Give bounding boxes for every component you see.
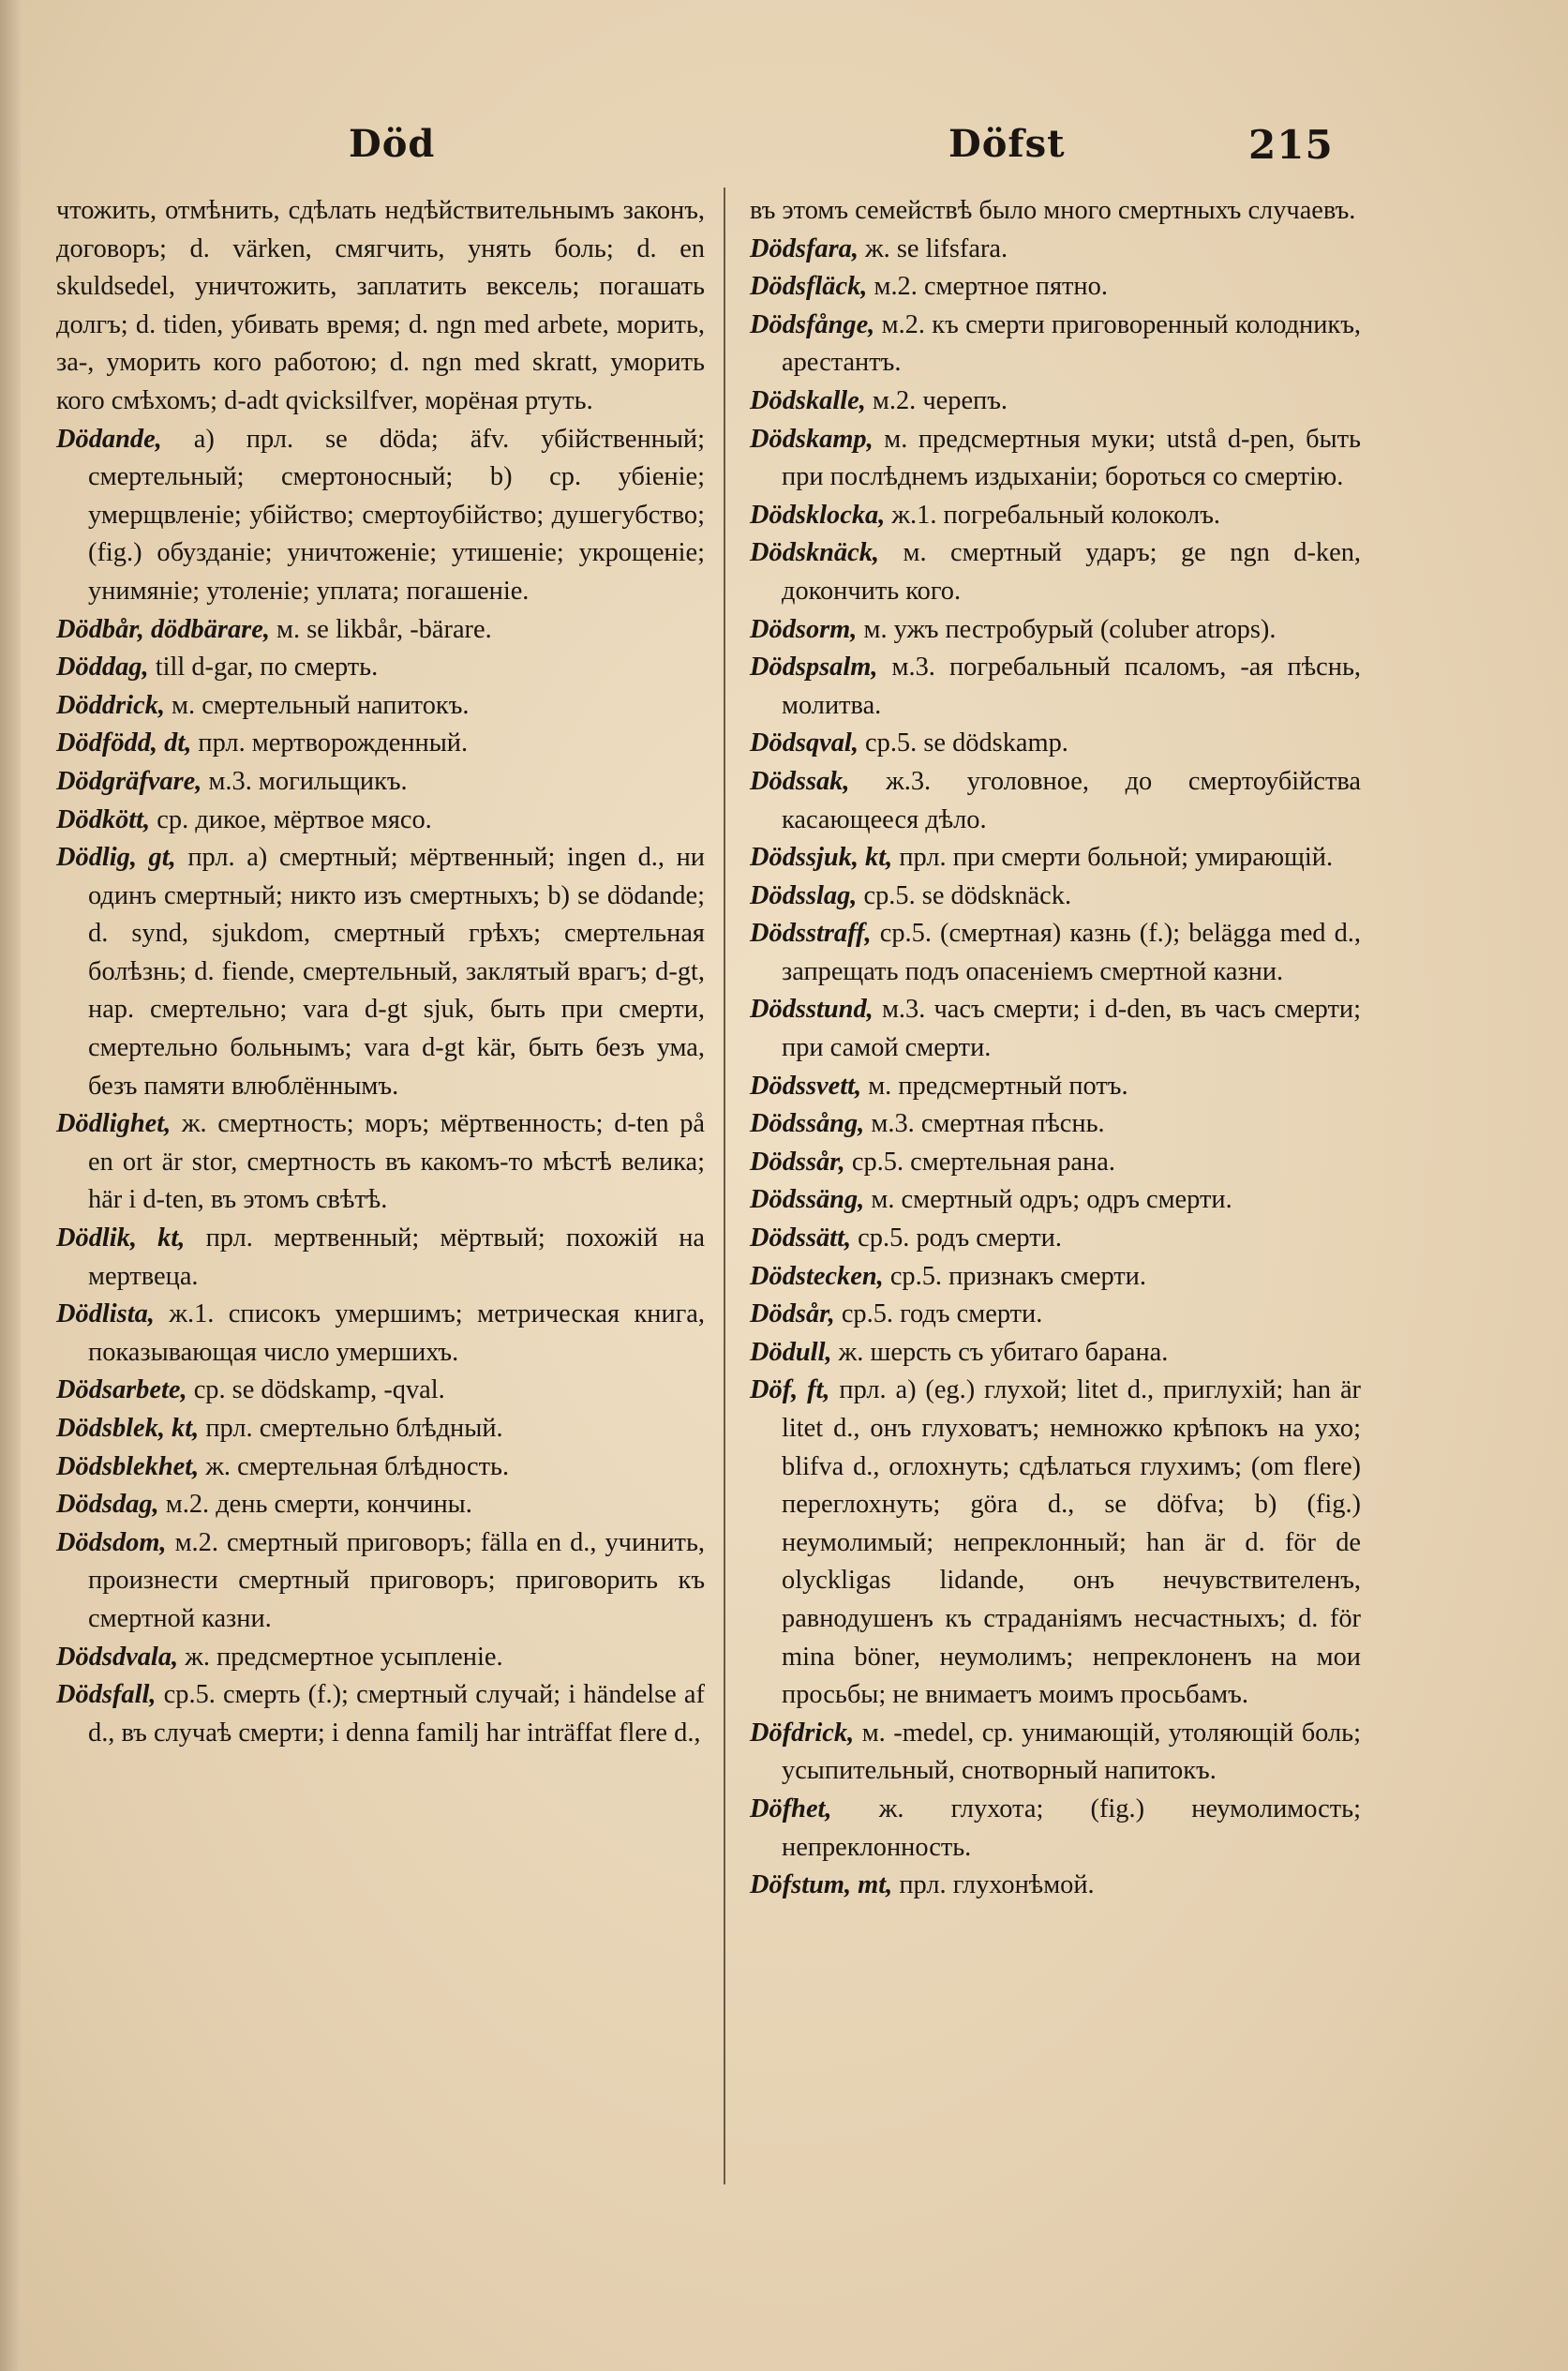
entry-definition: ж. глухота; (fig.) неумолимость; непреклонность. xyxy=(782,1793,1361,1862)
dictionary-entry xyxy=(56,839,705,1105)
entry-definition: м. предсмертныя муки; utstå d-pen, быть при послѣднемъ издыханіи; бороться со смертію. xyxy=(782,424,1361,492)
entry-definition: чтожить, отмѣнить, сдѣлать недѣйствительнымъ законъ, договоръ; d. värken, смягчить, унять боль; d. en skuldsedel, уничтожить, заплатить вексель; погашать долгъ; d. tiden, убивать время; d. ngn med arbete, морить, за-, уморить кого работою; d. ngn med skratt, уморить кого смѣхомъ; d-adt qvicksilfver, морёная ртуть. xyxy=(56,196,705,415)
entry-headword: Dödssvett, xyxy=(750,1071,862,1101)
entry-headword: Dödgräfvare, xyxy=(56,766,202,796)
column-divider xyxy=(724,188,725,2184)
dictionary-entry xyxy=(750,1181,1361,1220)
dictionary-entry xyxy=(750,1296,1361,1334)
dictionary-entry xyxy=(750,725,1361,763)
entry-headword: Dödsår, xyxy=(750,1299,835,1329)
dictionary-entry xyxy=(56,192,705,421)
entry-definition: м.3. погребальный псаломъ, -ая пѣснь, молитва. xyxy=(782,653,1361,720)
entry-definition: прл. a) (eg.) глухой; litet d., приглухій; han är litet d., онъ глуховатъ; немножко крѣпокъ на ухо; blifva d., оглохнуть; сдѣлаться глухимъ; (om flere) переглохнуть; göra d., se döfva; b) (fig.) неумолимый; непреклонный; han är d. för de olyckligas lidande, онъ нечувствителенъ, равнодушенъ къ страданіямъ несчастныхъ; d. för mina böner, неумолимъ; непреклоненъ на мои просьбы; не внимаетъ моимъ просьбамъ. xyxy=(782,1375,1362,1710)
entry-headword: Döfstum, mt, xyxy=(750,1870,893,1900)
entry-headword: Dödsdom, xyxy=(56,1527,167,1557)
entry-headword: Döddag, xyxy=(56,653,149,683)
entry-definition: прл. мертворожденный. xyxy=(198,728,469,758)
dictionary-entry xyxy=(56,1410,705,1448)
entry-headword: Dödsknäck, xyxy=(750,538,880,568)
header-left-word: Död xyxy=(349,122,436,166)
dictionary-entry xyxy=(750,497,1361,535)
entry-definition: м. смертный одръ; одръ смерти. xyxy=(871,1185,1232,1215)
entry-definition: м.2. смертный приговоръ; fälla en d., учинить, произнести смертный приговоръ; приговорить къ смертной казни. xyxy=(88,1527,705,1633)
dictionary-entry xyxy=(56,1220,705,1296)
entry-headword: Dödspsalm, xyxy=(750,653,878,683)
entry-headword: Dödsblekhet, xyxy=(56,1451,200,1481)
entry-headword: Dödsfläck, xyxy=(750,272,868,302)
entry-definition: прл. a) смертный; мёртвенный; ingen d., ни одинъ смертный; никто изъ смертныхъ; b) se dödande; d. synd, sjukdom, смертный грѣхъ; смертельная болѣзнь; d. fiende, смертельный, заклятый врагъ; d-gt, нар. смертельно; vara d-gt sjuk, быть при смерти, смертельно больнымъ; vara d-gt kär, быть безъ ума, безъ памяти влюблённымъ. xyxy=(88,843,705,1101)
dictionary-entry xyxy=(56,1296,705,1372)
dictionary-entry xyxy=(56,687,705,726)
dictionary-entry xyxy=(750,1068,1361,1106)
entry-headword: Dödande, xyxy=(56,424,162,454)
dictionary-entry xyxy=(56,1524,705,1639)
entry-headword: Dödsblek, kt, xyxy=(56,1414,200,1443)
entry-definition: ср. дикое, мёртвое мясо. xyxy=(157,804,432,834)
entry-definition: ж. смертность; моръ; мёртвенность; d-ten på en ort är stor, смертность въ какомъ-то мѣстѣ велика; här i d-ten, въ этомъ свѣтѣ. xyxy=(88,1109,705,1215)
entry-headword: Dödsstraff, xyxy=(750,919,872,949)
entry-definition: ср.5. смерть (f.); смертный случай; i händelse af d., въ случаѣ смерти; i denna familj har inträffat flere d., xyxy=(88,1680,705,1748)
dictionary-entry xyxy=(750,839,1361,878)
dictionary-entry xyxy=(56,649,705,687)
dictionary-entry xyxy=(750,534,1361,610)
entry-headword: Dödssjuk, kt, xyxy=(750,843,893,873)
entry-definition: м.3. смертная пѣснь. xyxy=(871,1109,1105,1139)
entry-headword: Döddrick, xyxy=(56,690,165,720)
dictionary-entry xyxy=(56,1372,705,1410)
dictionary-entry xyxy=(750,268,1361,307)
entry-definition: м. предсмертный потъ. xyxy=(868,1071,1128,1101)
entry-definition: ж. предсмертное усыпленіе. xyxy=(185,1642,503,1672)
entry-headword: Dödlik, kt, xyxy=(56,1223,186,1253)
entry-headword: Dödskalle, xyxy=(750,385,866,415)
dictionary-entry xyxy=(750,649,1361,725)
entry-definition: ж.1. списокъ умершимъ; метрическая книга, показывающая число умершихъ. xyxy=(88,1299,705,1367)
entry-headword: Dödssäng, xyxy=(750,1185,865,1215)
page-edge xyxy=(0,0,21,2371)
entry-headword: Dödsqval, xyxy=(750,728,859,758)
left-column xyxy=(56,192,705,1752)
entry-definition: ср.5. признакъ смерти. xyxy=(889,1261,1146,1291)
entry-headword: Dödsfall, xyxy=(56,1680,157,1710)
dictionary-entry xyxy=(750,611,1361,650)
entry-headword: Dödsfånge, xyxy=(750,309,875,339)
dictionary-entry xyxy=(56,1105,705,1220)
entry-headword: Dödull, xyxy=(750,1337,832,1367)
entry-headword: Dödssätt, xyxy=(750,1223,852,1253)
entry-definition: прл. смертельно блѣдный. xyxy=(205,1414,503,1443)
dictionary-entry xyxy=(750,383,1361,421)
entry-definition: ср. se dödskamp, -qval. xyxy=(193,1375,445,1405)
entry-definition: ж. шерсть съ убитаго барана. xyxy=(838,1337,1169,1367)
entry-headword: Dödskamp, xyxy=(750,424,874,454)
entry-definition: м.3. часъ смерти; i d-den, въ часъ смерти; при самой смерти. xyxy=(782,995,1361,1063)
dictionary-entry xyxy=(750,1334,1361,1373)
entry-definition: м.2. смертное пятно. xyxy=(874,272,1108,302)
entry-headword: Dödsdvala, xyxy=(56,1642,179,1672)
entry-headword: Dödsorm, xyxy=(750,614,858,644)
right-column xyxy=(750,192,1361,1905)
entry-definition: м. смертный ударъ; ge ngn d-ken, докончить кого. xyxy=(782,538,1361,606)
entry-definition: ср.5. смертельная рана. xyxy=(851,1147,1115,1177)
entry-definition: ж.3. уголовное, до смертоубійства касающееся дѣло. xyxy=(782,766,1361,834)
entry-definition: ср.5. годъ смерти. xyxy=(841,1299,1043,1329)
dictionary-entry xyxy=(750,991,1361,1067)
entry-headword: Dödstecken, xyxy=(750,1261,884,1291)
entry-headword: Dödsklocka, xyxy=(750,500,886,530)
entry-definition: м.2. день смерти, кончины. xyxy=(165,1490,472,1520)
entry-definition: м. -medel, ср. унимающій, утоляющій боль; усыпительный, снотворный напитокъ. xyxy=(782,1718,1361,1786)
dictionary-entry xyxy=(750,878,1361,916)
dictionary-entry xyxy=(750,1220,1361,1258)
header-mid-word: Döfst xyxy=(948,122,1066,166)
dictionary-entry xyxy=(750,307,1361,383)
entry-headword: Dödssång, xyxy=(750,1109,865,1139)
entry-definition: till d-gar, по смерть. xyxy=(155,653,379,683)
entry-definition: м. se likbår, -bärare. xyxy=(276,614,492,644)
entry-definition: ср.5. родъ смерти. xyxy=(858,1223,1062,1253)
dictionary-entry xyxy=(56,611,705,650)
entry-headword: Dödbår, dödbärare, xyxy=(56,614,270,644)
entry-headword: Dödfödd, dt, xyxy=(56,728,192,758)
entry-headword: Dödsstund, xyxy=(750,995,874,1025)
dictionary-entry xyxy=(56,802,705,840)
dictionary-entry xyxy=(750,1372,1361,1714)
dictionary-entry xyxy=(750,421,1361,497)
entry-headword: Dödsslag, xyxy=(750,880,858,910)
dictionary-entry xyxy=(750,1867,1361,1905)
entry-headword: Dödssak, xyxy=(750,766,850,796)
dictionary-entry xyxy=(750,1791,1361,1867)
entry-definition: ж.1. погребальный колоколъ. xyxy=(891,500,1220,530)
entry-headword: Dödlista, xyxy=(56,1299,155,1329)
entry-definition: ж. смертельная блѣдность. xyxy=(205,1451,510,1481)
entry-headword: Dödlig, gt, xyxy=(56,843,176,873)
dictionary-entry xyxy=(56,421,705,611)
dictionary-entry xyxy=(56,1486,705,1524)
dictionary-entry xyxy=(750,231,1361,269)
entry-headword: Dödsdag, xyxy=(56,1490,159,1520)
entry-definition: прл. глухонѣмой. xyxy=(899,1870,1095,1900)
entry-definition: прл. при смерти больной; умирающій. xyxy=(899,843,1334,873)
dictionary-entry xyxy=(750,1258,1361,1297)
entry-headword: Dödsarbete, xyxy=(56,1375,187,1405)
entry-headword: Dödssår, xyxy=(750,1147,845,1177)
entry-definition: a) прл. se döda; äfv. убійственный; смертельный; смертоносный; b) ср. убіеніе; умерщвленіе; убійство; смертоубійство; душегубство; (fig.) обузданіе; уничтоженіе; утишеніе; укрощеніе; унимяніе; утоленіе; уплата; погашеніе. xyxy=(88,424,705,606)
entry-headword: Döfdrick, xyxy=(750,1718,855,1748)
dictionary-entry xyxy=(750,192,1361,231)
entry-headword: Dödlighet, xyxy=(56,1109,172,1139)
entry-definition: ср.5. se dödskamp. xyxy=(865,728,1068,758)
entry-definition: прл. мертвенный; мёртвый; похожій на мертвеца. xyxy=(88,1223,705,1291)
dictionary-entry xyxy=(56,1676,705,1752)
entry-headword: Döfhet, xyxy=(750,1793,832,1823)
entry-definition: м. ужъ пестробурый (coluber atrops). xyxy=(863,614,1277,644)
entry-headword: Dödsfara, xyxy=(750,233,859,263)
dictionary-entry xyxy=(750,763,1361,839)
entry-headword: Dödkött, xyxy=(56,804,151,834)
entry-headword: Döf, ft, xyxy=(750,1375,830,1405)
entry-definition: м.2. къ смерти приговоренный колодникъ, арестантъ. xyxy=(782,309,1361,378)
page-number: 215 xyxy=(1248,122,1334,168)
entry-definition: м.2. черепъ. xyxy=(872,385,1008,415)
dictionary-entry xyxy=(750,1715,1361,1791)
entry-definition: ж. se lifsfara. xyxy=(865,233,1008,263)
entry-definition: м. смертельный напитокъ. xyxy=(172,690,470,720)
dictionary-entry xyxy=(56,763,705,802)
dictionary-entry xyxy=(750,1144,1361,1182)
entry-definition: ср.5. (смертная) казнь (f.); belägga med d., запрещать подъ опасеніемъ смертной казни. xyxy=(782,919,1361,986)
entry-definition: въ этомъ семействѣ было много смертныхъ случаевъ. xyxy=(750,196,1356,225)
dictionary-entry xyxy=(750,915,1361,991)
dictionary-entry xyxy=(56,725,705,763)
dictionary-entry xyxy=(750,1105,1361,1144)
dictionary-entry xyxy=(56,1639,705,1677)
dictionary-entry xyxy=(56,1448,705,1487)
entry-definition: ср.5. se dödsknäck. xyxy=(863,880,1072,910)
entry-definition: м.3. могильщикъ. xyxy=(208,766,408,796)
